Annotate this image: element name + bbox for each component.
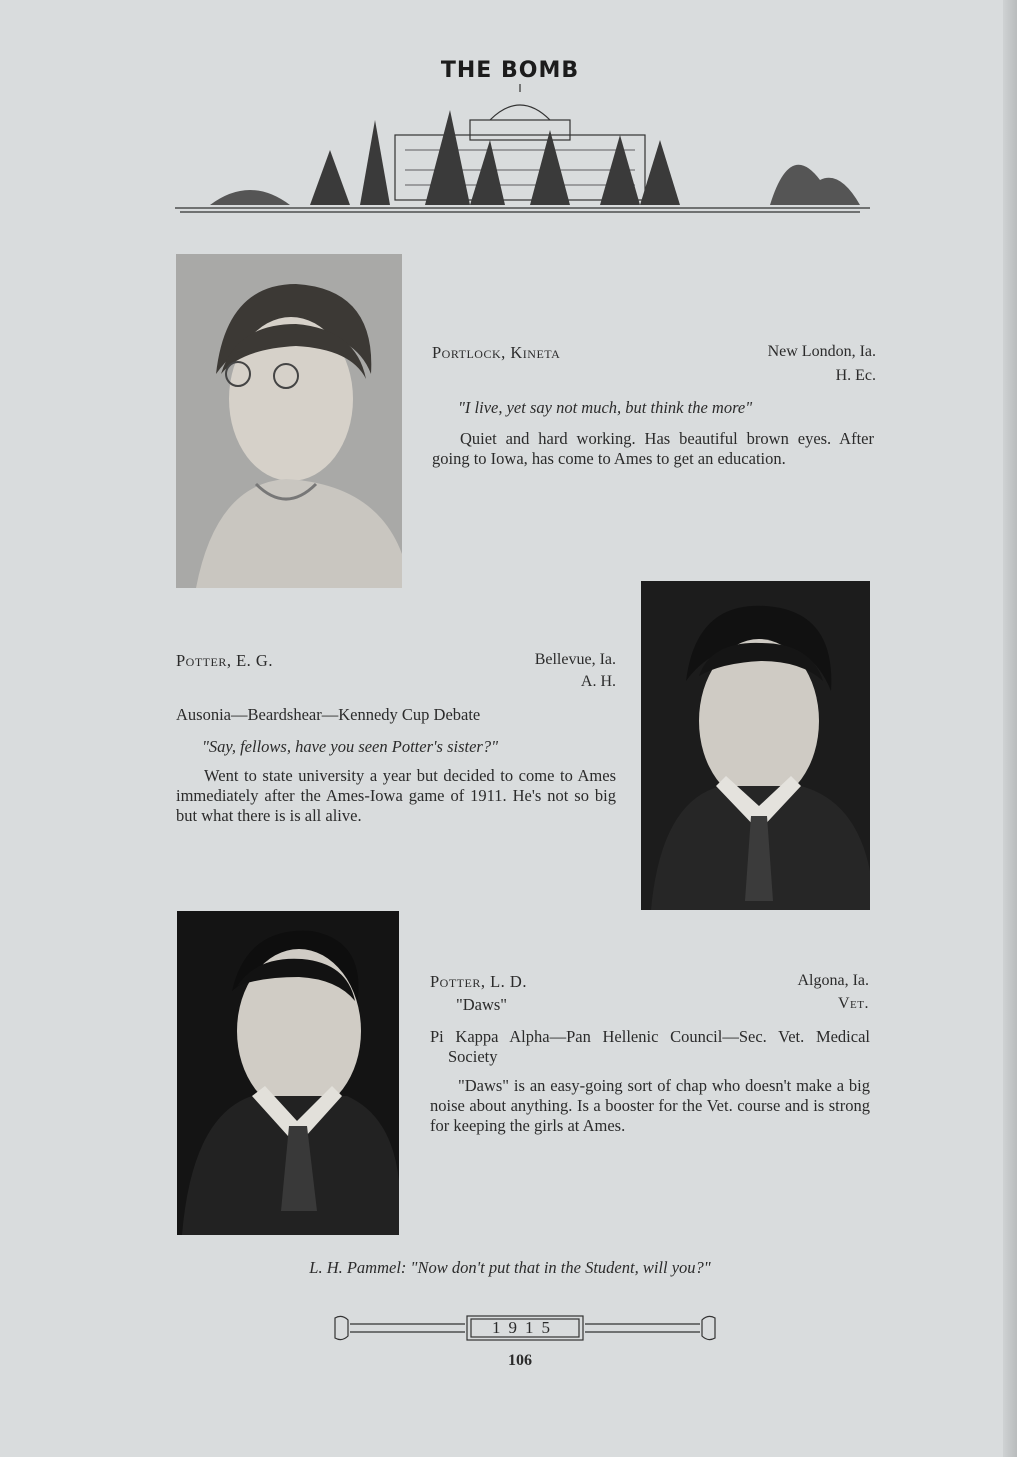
- entry-name: Portlock, Kineta: [432, 343, 561, 362]
- portrait-photo-potter-eg: [641, 581, 870, 910]
- entry-town: Bellevue, Ia.: [534, 651, 616, 668]
- page-edge: [1003, 0, 1017, 1457]
- entry-description: "Daws" is an easy-going sort of chap who doesn't make a big noise about anything. Is a booster for the Vet. course and is strong for keeping the girls at Ames.: [430, 1076, 870, 1135]
- entry-activities: Pi Kappa Alpha—Pan Hellenic Council—Sec. Vet. Medical Society: [430, 1027, 870, 1066]
- entry-activities: Ausonia—Beardshear—Kennedy Cup Debate: [176, 705, 481, 724]
- entry-name: Potter, E. G.: [176, 651, 273, 670]
- entry-town: New London, Ia.: [767, 343, 876, 360]
- entry-course: Vet.: [838, 995, 869, 1012]
- entry-quote: "I live, yet say not much, but think the more": [458, 398, 753, 417]
- year-label: 1915: [492, 1318, 558, 1337]
- page-title: THE BOMB: [440, 58, 580, 83]
- entry-course: H. Ec.: [835, 367, 876, 384]
- entry-course: A. H.: [580, 673, 616, 690]
- entry-description: Went to state university a year but decided to come to Ames immediately after the Ames-Iowa game of 1911. He's not so big but what there is is all alive.: [176, 766, 616, 825]
- entry-description: Quiet and hard working. Has beautiful brown eyes. After going to Iowa, has come to Ames to get an education.: [432, 429, 874, 468]
- portrait-photo-portlock: [176, 254, 402, 588]
- entry-nickname: "Daws": [456, 995, 508, 1014]
- year-banner: [330, 1310, 720, 1346]
- entry-name: Potter, L. D.: [430, 972, 527, 991]
- entry-town: Algona, Ia.: [797, 972, 869, 989]
- campus-illustration: [170, 80, 880, 220]
- footer-quote: L. H. Pammel: "Now don't put that in the Student, will you?": [309, 1258, 711, 1277]
- entry-quote: "Say, fellows, have you seen Potter's sister?": [202, 737, 499, 756]
- page-number: 106: [508, 1352, 532, 1369]
- portrait-photo-potter-ld: [177, 911, 399, 1235]
